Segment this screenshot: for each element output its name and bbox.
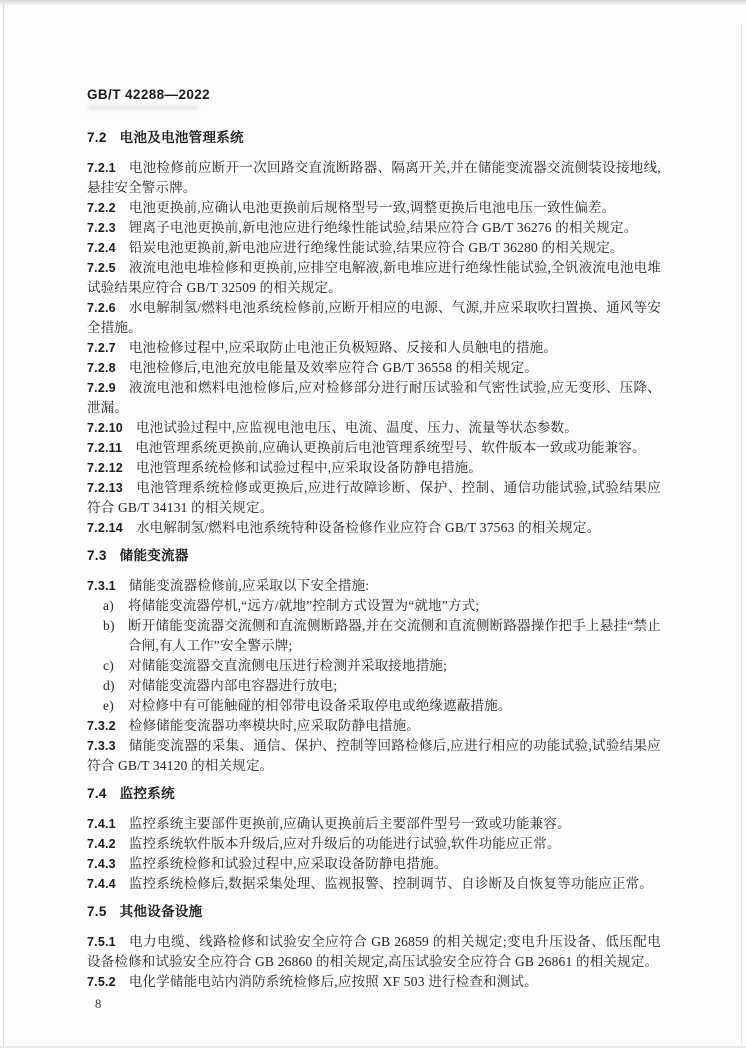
clause-number: 7.2.8 [87,361,116,375]
clause [87,218,661,238]
clause-text: 电化学储能电站内消防系统检修后,应按照 XF 503 进行检查和测试。 [128,974,538,989]
clause-text: 水电解制氢/燃料电池系统检修前,应断开相应的电源、气源,并应采取吹扫置换、通风等安全措施。 [87,300,661,335]
clause-number: 7.3.1 [87,579,116,593]
clause [87,418,661,438]
clause [87,458,661,478]
clause-text: 储能变流器检修前,应采取以下安全措施: [128,578,370,593]
clause [87,814,661,834]
clause-number: 7.2.2 [87,201,116,215]
clause-number: 7.4.1 [87,817,116,831]
section-title: 储能变流器 [119,548,189,563]
list-item [87,656,661,676]
clause-number: 7.2.12 [87,461,123,475]
clause-text: 电池检修前应断开一次回路交直流断路器、隔离开关,并在储能变流器交流侧装设接地线,悬挂安全警示牌。 [87,160,661,195]
standard-number-header: GB/T 42288—2022 [87,87,211,102]
clause-number: 7.3.2 [87,719,116,733]
clause [87,576,661,596]
clause-text: 水电解制氢/燃料电池系统特种设备检修作业应符合 GB/T 37563 的相关规定。 [135,520,601,535]
list-item [87,696,661,716]
clause [87,932,661,972]
clause-text: 储能变流器的采集、通信、保护、控制等回路检修后,应进行相应的功能试验,试验结果应符合 GB/T 34120 的相关规定。 [87,738,661,773]
list-item [87,596,661,616]
page-edge-left [3,5,4,1048]
list-item [87,616,661,656]
list-item-text: 将储能变流器停机,“远方/就地”控制方式设置为“就地”方式; [128,598,480,613]
clause [87,834,661,854]
list-item-label: b) [103,618,115,633]
clause-number: 7.2.11 [87,441,123,455]
clause [87,258,661,298]
section-number: 7.2 [87,130,107,145]
clause-number: 7.2.3 [87,221,116,235]
clause [87,358,661,378]
list-item-text: 对检修中有可能触碰的相邻带电设备采取停电或绝缘遮蔽措施。 [128,698,512,713]
section-number: 7.3 [87,548,107,563]
clause-number: 7.3.3 [87,739,116,753]
clause-text: 监控系统软件版本升级后,应对升级后的功能进行试验,软件功能应正常。 [128,836,561,851]
clause-number: 7.5.2 [87,975,116,989]
section-heading [87,128,661,148]
document-body [87,128,661,1012]
clause-number: 7.2.5 [87,261,116,275]
clause-number: 7.2.1 [87,161,116,175]
clause-text: 液流电池和燃料电池检修后,应对检修部分进行耐压试验和气密性试验,应无变形、压降、泄漏。 [87,380,661,415]
page-number: 8 [95,997,102,1011]
clause-text: 电池检修过程中,应采取防止电池正负极短路、反接和人员触电的措施。 [128,340,558,355]
clause [87,438,661,458]
clause-number: 7.5.1 [87,935,116,949]
list-item-text: 对储能变流器交直流侧电压进行检测并采取接地措施; [128,658,448,673]
clause-number: 7.2.13 [87,481,123,495]
clause-text: 电力电缆、线路检修和试验安全应符合 GB 26859 的相关规定;变电升压设备、低压配电设备检修和试验安全应符合 GB 26860 的相关规定,高压试验安全应符合 GB 26861 的相关规定。 [87,934,661,969]
clause-number: 7.4.3 [87,857,116,871]
clause [87,518,661,538]
clause-text: 电池试验过程中,应监视电池电压、电流、温度、压力、流量等状态参数。 [135,420,578,435]
clause-text: 检修储能变流器功率模块时,应采取防静电措施。 [128,718,421,733]
list-item-text: 断开储能变流器交流侧和直流侧断路器,并在交流侧和直流侧断路器操作把手上悬挂“禁止合闸,有人工作”安全警示牌; [128,618,661,653]
clause-text: 电池管理系统更换前,应确认更换前后电池管理系统型号、软件版本一致或功能兼容。 [135,440,646,455]
clause-number: 7.4.4 [87,877,116,891]
clause [87,716,661,736]
section-title: 监控系统 [119,786,175,801]
clause-text: 电池管理系统检修和试验过程中,应采取设备防静电措施。 [135,460,483,475]
clause-text: 液流电池电堆检修和更换前,应排空电解液,新电堆应进行绝缘性能试验,全钒液流电池电堆试验结果应符合 GB/T 32509 的相关规定。 [87,260,661,295]
list-item-label: a) [103,598,114,613]
clause [87,198,661,218]
page-edge-top [0,0,746,5]
clause-text: 监控系统检修和试验过程中,应采取设备防静电措施。 [128,856,448,871]
section-title: 其他设备设施 [119,904,203,919]
clause [87,736,661,776]
scan-smudge [88,105,198,110]
clause [87,298,661,338]
section-number: 7.5 [87,904,107,919]
section-number: 7.4 [87,786,107,801]
clause [87,874,661,894]
section-heading [87,902,661,922]
section-heading [87,784,661,804]
clause [87,238,661,258]
clause-number: 7.2.6 [87,301,116,315]
clause-text: 电池检修后,电池充放电能量及效率应符合 GB/T 36558 的相关规定。 [128,360,538,375]
clause-number: 7.4.2 [87,837,116,851]
clause-text: 监控系统检修后,数据采集处理、监视报警、控制调节、自诊断及自恢复等功能应正常。 [128,876,653,891]
clause-text: 电池更换前,应确认电池更换前后规格型号一致,调整更换后电池电压一致性偏差。 [128,200,616,215]
list-item-label: e) [103,698,114,713]
clause-text: 监控系统主要部件更换前,应确认更换前后主要部件型号一致或功能兼容。 [128,816,571,831]
clause-number: 7.2.4 [87,241,116,255]
list-item-text: 对储能变流器内部电容器进行放电; [128,678,338,693]
clause [87,972,661,992]
section-heading [87,546,661,566]
list-item-label: d) [103,678,115,693]
list-item-label: c) [103,658,114,673]
clause-number: 7.2.10 [87,421,123,435]
clause [87,158,661,198]
clause-text: 铅炭电池更换前,新电池应进行绝缘性能试验,结果应符合 GB/T 36280 的相关规定。 [128,240,624,255]
clause [87,854,661,874]
page-edge-right [741,24,742,1048]
clause-text: 锂离子电池更换前,新电池应进行绝缘性能试验,结果应符合 GB/T 36276 的相关规定。 [128,220,638,235]
clause-text: 电池管理系统检修或更换后,应进行故障诊断、保护、控制、通信功能试验,试验结果应符合 GB/T 34131 的相关规定。 [87,480,661,515]
clause-number: 7.2.9 [87,381,116,395]
section-title: 电池及电池管理系统 [119,130,244,145]
clause-number: 7.2.7 [87,341,116,355]
clause [87,478,661,518]
clause [87,378,661,418]
list-item [87,676,661,696]
clause [87,338,661,358]
clause-number: 7.2.14 [87,521,123,535]
